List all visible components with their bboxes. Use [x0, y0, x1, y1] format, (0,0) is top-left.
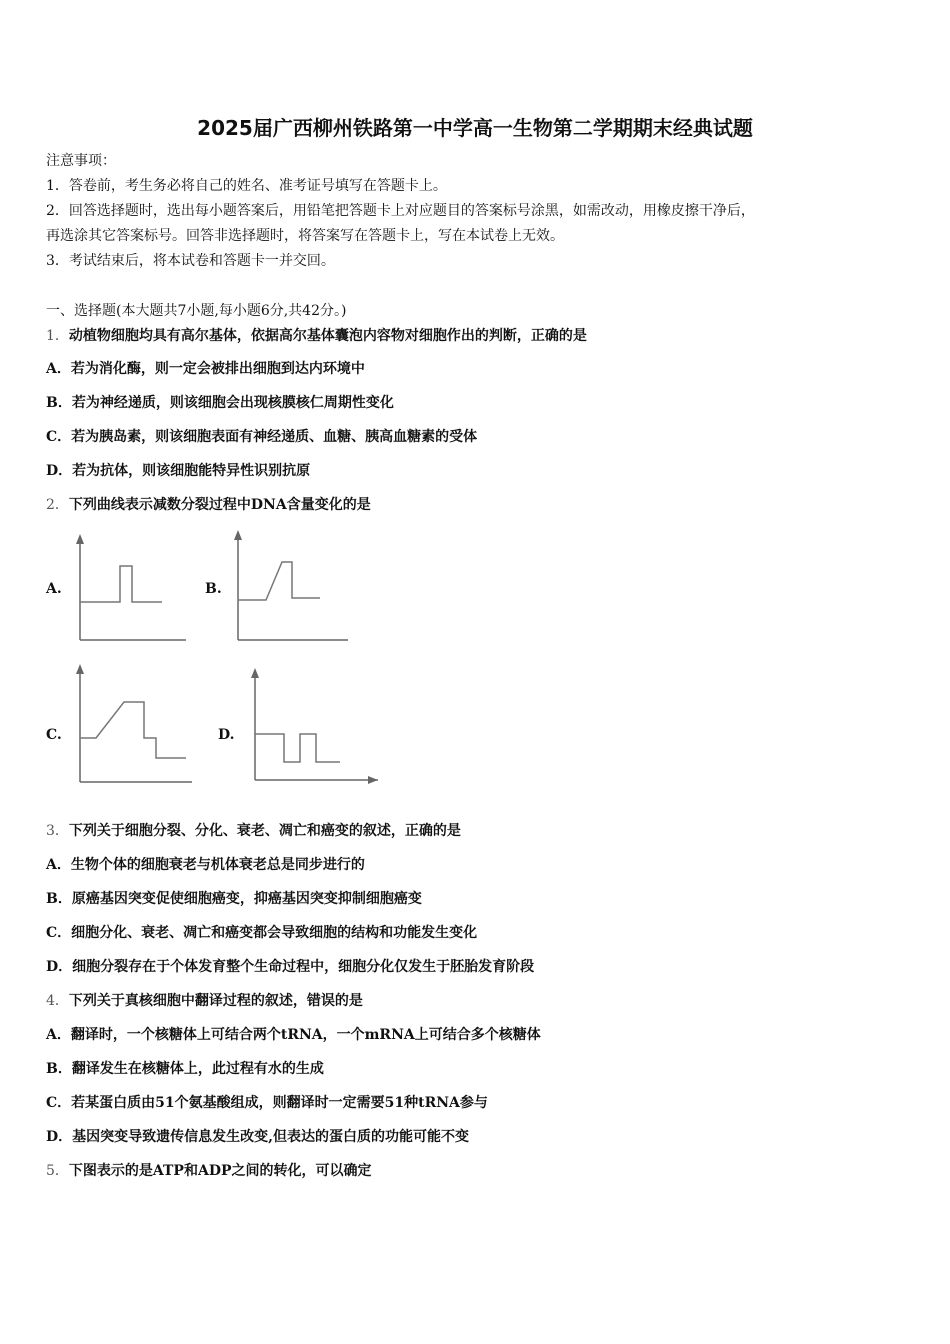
option-a: A．翻译时，一个核糖体上可结合两个tRNA，一个mRNA上可结合多个核糖体 [46, 1027, 541, 1043]
graph-d [246, 662, 382, 786]
question-number: 2． [46, 497, 69, 513]
option-b: B．翻译发生在核糖体上，此过程有水的生成 [46, 1061, 324, 1077]
dna-curve [80, 566, 162, 602]
option-d: D．基因突变导致遗传信息发生改变,但表达的蛋白质的功能可能不变 [46, 1129, 470, 1145]
notice-item: 再选涂其它答案标号。回答非选择题时，将答案写在答题卡上，写在本试卷上无效。 [46, 228, 564, 244]
question-2 [46, 496, 371, 514]
question-4 [46, 992, 363, 1010]
question-number: 5． [46, 1163, 69, 1179]
option-a: A．生物个体的细胞衰老与机体衰老总是同步进行的 [46, 857, 365, 873]
graph-label-a: A. [46, 581, 62, 597]
question-stem: 下图表示的是ATP和ADP之间的转化，可以确定 [68, 1163, 372, 1179]
question-stem: 下列关于真核细胞中翻译过程的叙述，错误的是 [68, 993, 363, 1009]
graph-c [70, 662, 196, 786]
question-number: 1． [46, 328, 69, 344]
dna-curve [238, 562, 320, 600]
question-1 [46, 327, 587, 345]
question-number: 3． [46, 823, 69, 839]
question-stem: 动植物细胞均具有高尔基体，依据高尔基体囊泡内容物对细胞作出的判断，正确的是 [68, 328, 587, 344]
option-c: C．细胞分化、衰老、凋亡和癌变都会导致细胞的结构和功能发生变化 [46, 925, 478, 941]
option-d: D．细胞分裂存在于个体发育整个生命过程中，细胞分化仅发生于胚胎发育阶段 [46, 959, 535, 975]
question-5 [46, 1162, 372, 1180]
graph-b [228, 528, 352, 646]
notice-item: 2．回答选择题时，选出每小题答案后，用铅笔把答题卡上对应题目的答案标号涂黑，如需改动，用橡皮擦干净后， [46, 203, 755, 219]
page-title: 2025届广西柳州铁路第一中学高一生物第二学期期末经典试题 [197, 116, 753, 140]
dna-curve [80, 702, 186, 758]
graph-label-d: D. [218, 727, 235, 743]
question-number: 4． [46, 993, 69, 1009]
option-d: D．若为抗体，则该细胞能特异性识别抗原 [46, 463, 311, 479]
option-a: A．若为消化酶，则一定会被排出细胞到达内环境中 [46, 361, 365, 377]
graph-label-c: C. [46, 727, 62, 743]
question-stem: 下列关于细胞分裂、分化、衰老、凋亡和癌变的叙述，正确的是 [68, 823, 461, 839]
x-axis-arrow [368, 776, 378, 784]
section-heading: 一、选择题(本大题共7小题,每小题6分,共42分。) [46, 303, 347, 319]
notice-item: 1．答卷前，考生务必将自己的姓名、准考证号填写在答题卡上。 [46, 178, 447, 194]
notice-heading: 注意事项： [46, 153, 116, 169]
dna-curve [255, 734, 340, 762]
graph-label-b: B. [205, 581, 222, 597]
notice-item: 3．考试结束后，将本试卷和答题卡一并交回。 [46, 253, 335, 269]
option-b: B．若为神经递质，则该细胞会出现核膜核仁周期性变化 [46, 395, 394, 411]
question-stem: 下列曲线表示减数分裂过程中DNA含量变化的是 [68, 497, 371, 513]
graph-a [70, 530, 190, 646]
option-b: B．原癌基因突变促使细胞癌变，抑癌基因突变抑制细胞癌变 [46, 891, 422, 907]
option-c: C．若为胰岛素，则该细胞表面有神经递质、血糖、胰高血糖素的受体 [46, 429, 478, 445]
question-3 [46, 822, 461, 840]
option-c: C．若某蛋白质由51个氨基酸组成，则翻译时一定需要51种tRNA参与 [46, 1095, 488, 1111]
